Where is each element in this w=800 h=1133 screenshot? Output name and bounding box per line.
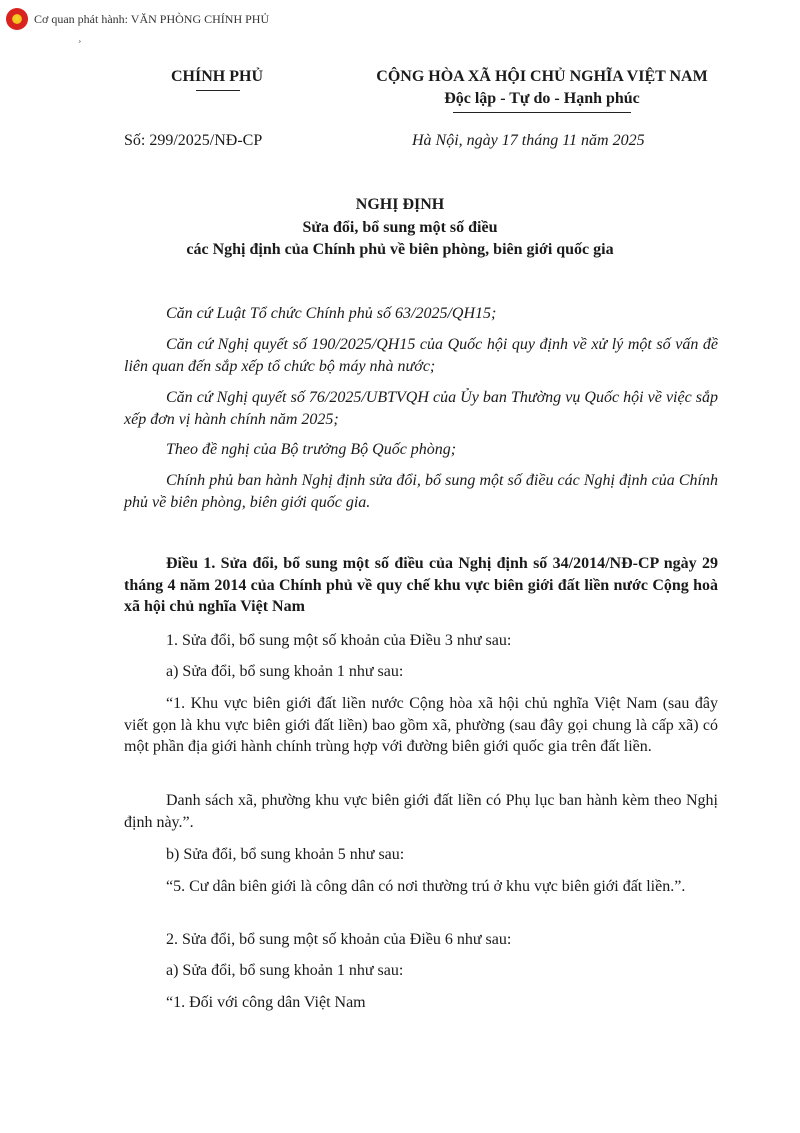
document-subtitle-line2: các Nghị định của Chính phủ về biên phòng, biên giới quốc gia: [186, 241, 614, 258]
preamble-paragraph: Theo đề nghị của Bộ trưởng Bộ Quốc phòng;: [166, 441, 457, 458]
preamble-paragraph: Căn cứ Luật Tổ chức Chính phủ số 63/2025/QH15;: [166, 305, 497, 322]
body-paragraph: “5. Cư dân biên giới là công dân có nơi thường trú ở khu vực biên giới đất liền.”.: [166, 878, 686, 895]
agency-underline: [196, 90, 240, 91]
agency-name: CHÍNH PHỦ: [171, 68, 263, 85]
document-number: Số: 299/2025/NĐ-CP: [124, 132, 263, 149]
nation-name: CỘNG HÒA XÃ HỘI CHỦ NGHĨA VIỆT NAM: [376, 68, 708, 85]
body-paragraph: Danh sách xã, phường khu vực biên giới đất liền có Phụ lục ban hành kèm theo Nghị định này.”.: [124, 792, 718, 831]
body-paragraph: 1. Sửa đổi, bổ sung một số khoản của Điều 3 như sau:: [166, 632, 512, 649]
motto-underline: [453, 112, 631, 113]
document-subtitle-line1: Sửa đổi, bổ sung một số điều: [302, 219, 498, 236]
national-motto: Độc lập - Tự do - Hạnh phúc: [444, 90, 640, 107]
corner-mark: ¸: [78, 32, 82, 43]
preamble-paragraph: Căn cứ Nghị quyết số 76/2025/UBTVQH của Ủy ban Thường vụ Quốc hội về việc sắp xếp đơn vị hành chính năm 2025;: [124, 389, 718, 428]
body-paragraph: b) Sửa đổi, bổ sung khoản 5 như sau:: [166, 846, 405, 863]
preamble-paragraph: Căn cứ Nghị quyết số 190/2025/QH15 của Quốc hội quy định về xử lý một số vấn đề liên quan đến sắp xếp tổ chức bộ máy nhà nước;: [124, 336, 718, 375]
publisher-label: Cơ quan phát hành: VĂN PHÒNG CHÍNH PHỦ: [34, 11, 270, 26]
place-date: Hà Nội, ngày 17 tháng 11 năm 2025: [412, 132, 645, 149]
publisher-bar: [6, 8, 269, 30]
national-emblem-icon: [6, 8, 28, 30]
preamble-paragraph: Chính phủ ban hành Nghị định sửa đổi, bổ sung một số điều các Nghị định của Chính phủ về biên phòng, biên giới quốc gia.: [124, 472, 718, 511]
body-paragraph: 2. Sửa đổi, bổ sung một số khoản của Điều 6 như sau:: [166, 931, 512, 948]
body-paragraph: a) Sửa đổi, bổ sung khoản 1 như sau:: [166, 663, 404, 680]
body-paragraph: “1. Khu vực biên giới đất liền nước Cộng hòa xã hội chủ nghĩa Việt Nam (sau đây viết gọn là khu vực biên giới đất liền) bao gồm xã, phường (sau đây gọi chung là cấp xã) có một phần địa giới hành chính trùng hợp với đường biên giới quốc gia trên đất liền.: [124, 695, 718, 755]
document-type-title: NGHỊ ĐỊNH: [355, 196, 445, 213]
article-1-heading: Điều 1. Sửa đổi, bổ sung một số điều của Nghị định số 34/2014/NĐ-CP ngày 29 tháng 4 năm 2014 của Chính phủ về quy chế khu vực biên giới đất liền nước Cộng hoà xã hội chủ nghĩa Việt Nam: [124, 555, 718, 615]
body-paragraph: a) Sửa đổi, bổ sung khoản 1 như sau:: [166, 962, 404, 979]
body-paragraph: “1. Đối với công dân Việt Nam: [166, 994, 366, 1011]
